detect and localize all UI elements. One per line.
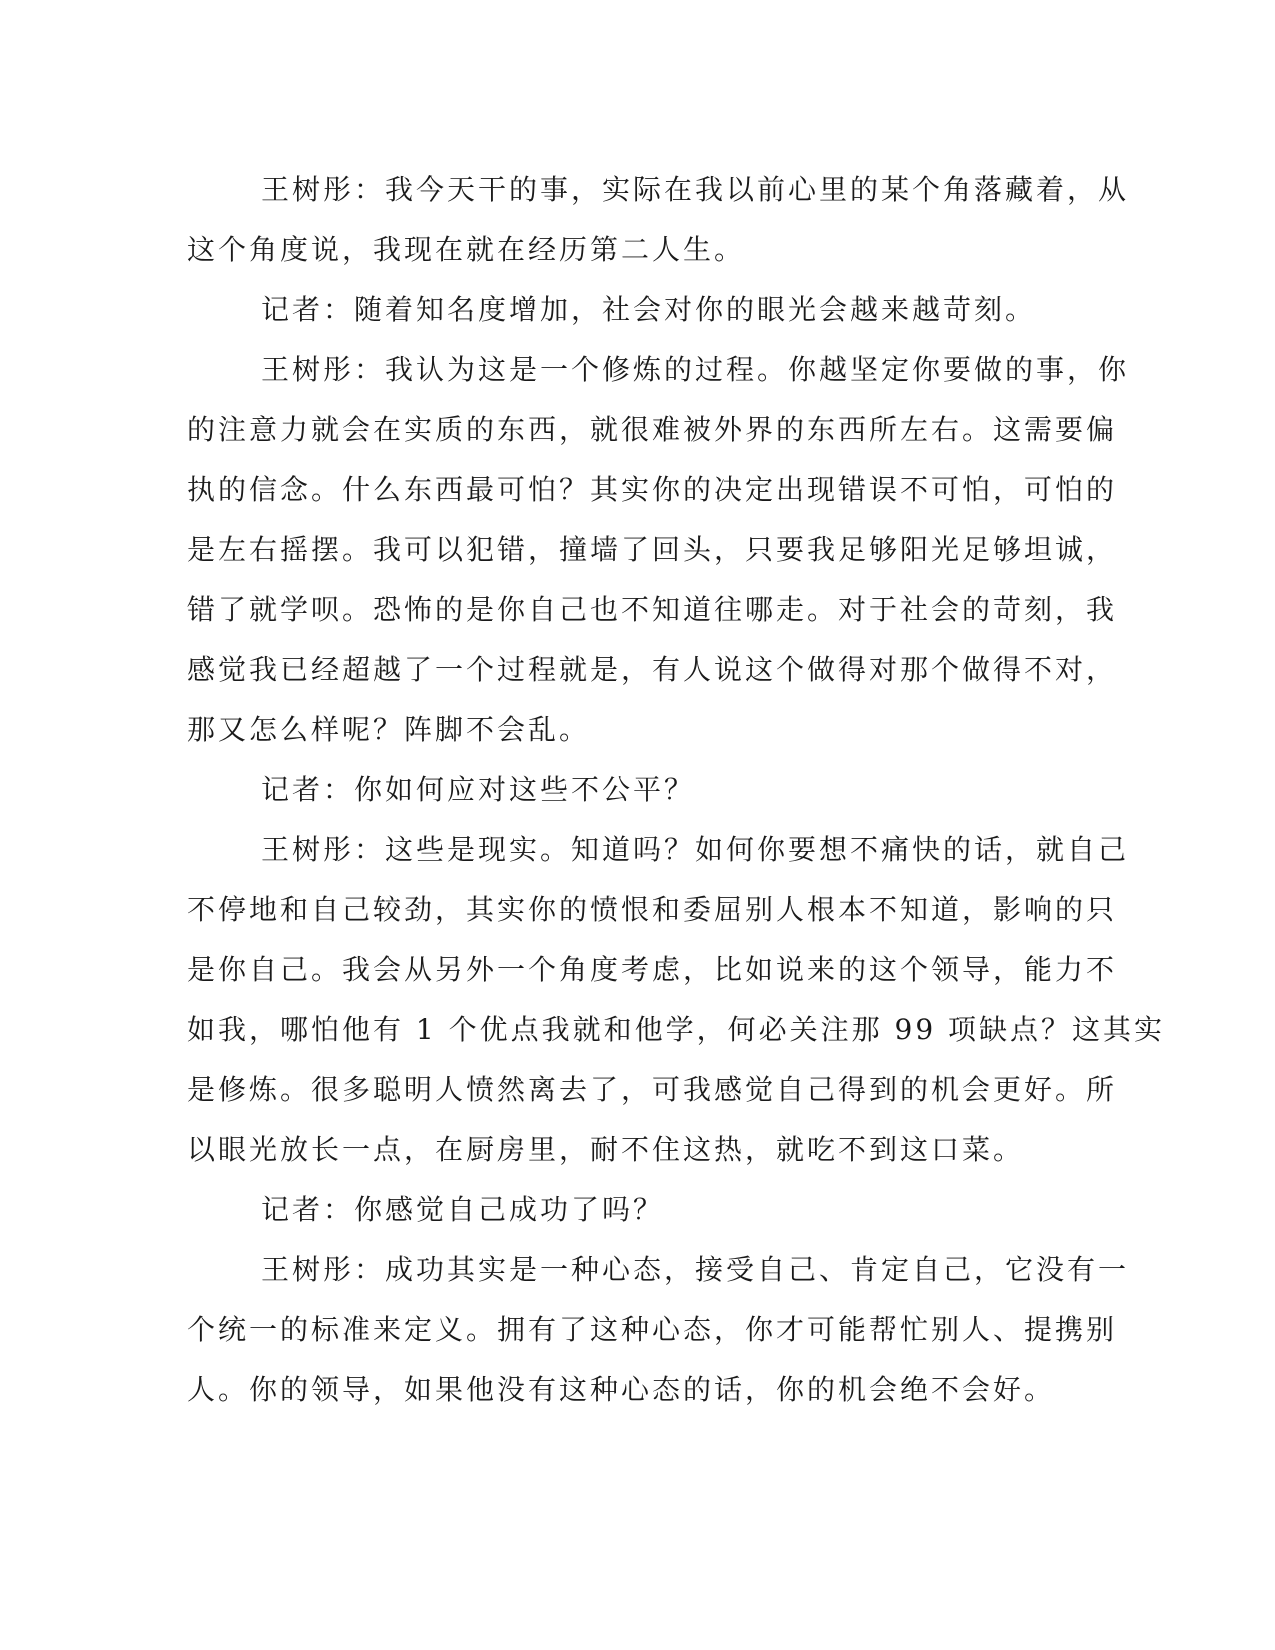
text-line: 的注意力就会在实质的东西，就很难被外界的东西所左右。这需要偏	[187, 413, 1118, 446]
text-line: 不停地和自己较劲，其实你的愤恨和委屈别人根本不知道，影响的只	[187, 893, 1118, 926]
text-line: 那又怎么样呢？阵脚不会乱。	[187, 713, 591, 746]
paragraph	[187, 820, 1166, 1180]
text-line: 记者：你感觉自己成功了吗？	[261, 1193, 665, 1226]
text-line: 记者：随着知名度增加，社会对你的眼光会越来越苛刻。	[261, 293, 1037, 326]
text-line: 如我，哪怕他有 1 个优点我就和他学，何必关注那 99 项缺点？这其实	[187, 1013, 1166, 1046]
text-line: 王树彤：我今天干的事，实际在我以前心里的某个角落藏着，从	[261, 173, 1130, 206]
text-line: 王树彤：我认为这是一个修炼的过程。你越坚定你要做的事，你	[261, 353, 1130, 386]
text-line: 错了就学呗。恐怖的是你自己也不知道往哪走。对于社会的苛刻，我	[187, 593, 1118, 626]
text-line: 是你自己。我会从另外一个角度考虑，比如说来的这个领导，能力不	[187, 953, 1118, 986]
text-line: 这个角度说，我现在就在经历第二人生。	[187, 233, 746, 266]
text-line: 记者：你如何应对这些不公平？	[261, 773, 696, 806]
text-line: 以眼光放长一点，在厨房里，耐不住这热，就吃不到这口菜。	[187, 1133, 1025, 1166]
text-line: 是修炼。很多聪明人愤然离去了，可我感觉自己得到的机会更好。所	[187, 1073, 1118, 1106]
paragraph	[187, 340, 1130, 760]
text-line: 是左右摇摆。我可以犯错，撞墙了回头，只要我足够阳光足够坦诚，	[187, 533, 1118, 566]
text-line: 个统一的标准来定义。拥有了这种心态，你才可能帮忙别人、提携别	[187, 1313, 1118, 1346]
paragraph	[187, 760, 1067, 820]
paragraph	[187, 1180, 1067, 1240]
text-line: 王树彤：成功其实是一种心态，接受自己、肯定自己，它没有一	[261, 1253, 1130, 1286]
text-line: 感觉我已经超越了一个过程就是，有人说这个做得对那个做得不对，	[187, 653, 1118, 686]
paragraph	[187, 160, 1130, 280]
text-line: 人。你的领导，如果他没有这种心态的话，你的机会绝不会好。	[187, 1373, 1056, 1406]
text-line: 王树彤：这些是现实。知道吗？如何你要想不痛快的话，就自己	[261, 833, 1130, 866]
interview-text	[187, 160, 1166, 1420]
paragraph	[187, 280, 1067, 340]
paragraph	[187, 1240, 1130, 1420]
text-line: 执的信念。什么东西最可怕？其实你的决定出现错误不可怕，可怕的	[187, 473, 1118, 506]
